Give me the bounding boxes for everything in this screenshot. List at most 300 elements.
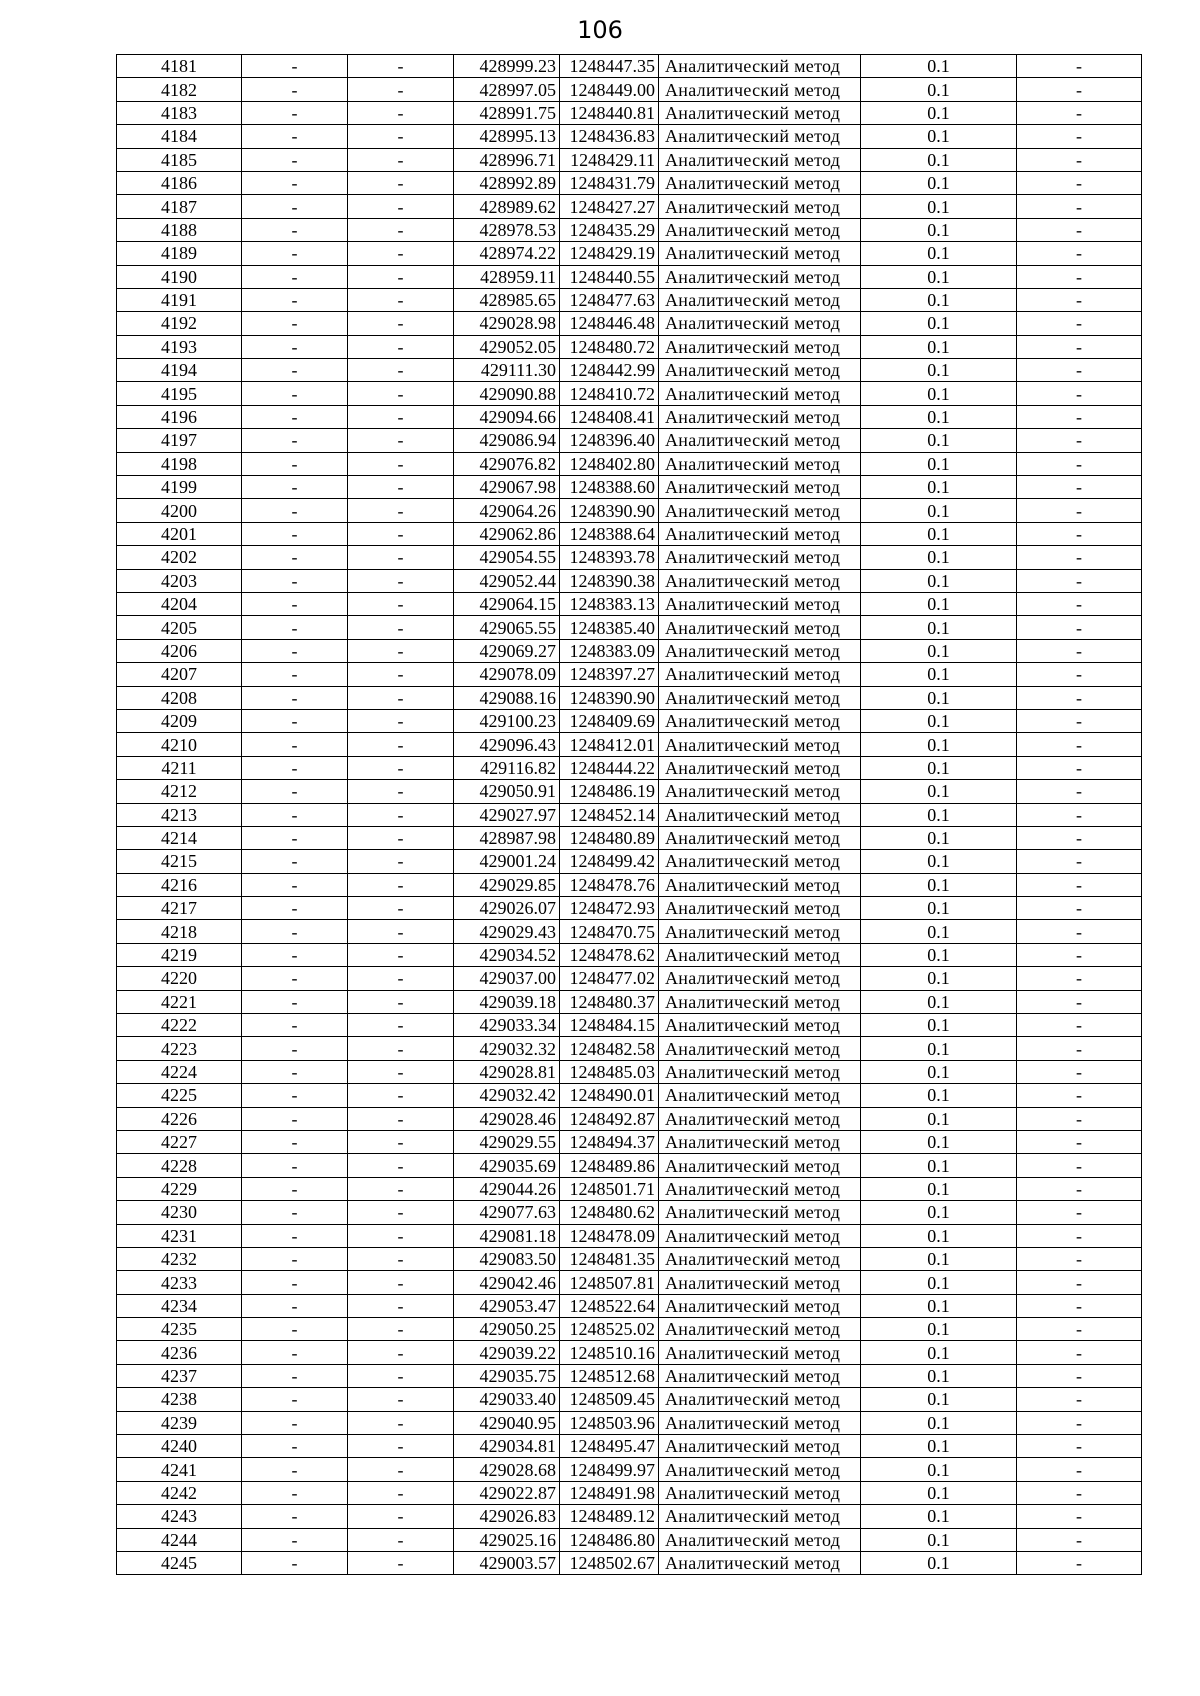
dash-cell-c: - — [1017, 382, 1142, 405]
point-number-cell: 4229 — [117, 1177, 242, 1200]
method-cell: Аналитический метод — [659, 1505, 861, 1528]
x-coordinate-cell: 429053.47 — [454, 1294, 560, 1317]
point-number-cell: 4185 — [117, 148, 242, 171]
point-number-cell: 4240 — [117, 1435, 242, 1458]
y-coordinate-cell: 1248402.80 — [560, 452, 659, 475]
accuracy-cell: 0.1 — [861, 288, 1017, 311]
dash-cell-a: - — [242, 265, 348, 288]
dash-cell-b: - — [348, 218, 454, 241]
y-coordinate-cell: 1248484.15 — [560, 1014, 659, 1037]
method-cell: Аналитический метод — [659, 1247, 861, 1270]
accuracy-cell: 0.1 — [861, 1318, 1017, 1341]
accuracy-cell: 0.1 — [861, 709, 1017, 732]
dash-cell-a: - — [242, 1154, 348, 1177]
dash-cell-b: - — [348, 990, 454, 1013]
dash-cell-a: - — [242, 171, 348, 194]
dash-cell-c: - — [1017, 242, 1142, 265]
dash-cell-c: - — [1017, 897, 1142, 920]
y-coordinate-cell: 1248510.16 — [560, 1341, 659, 1364]
accuracy-cell: 0.1 — [861, 312, 1017, 335]
dash-cell-b: - — [348, 1084, 454, 1107]
dash-cell-c: - — [1017, 1130, 1142, 1153]
dash-cell-b: - — [348, 826, 454, 849]
dash-cell-b: - — [348, 1107, 454, 1130]
x-coordinate-cell: 429052.44 — [454, 569, 560, 592]
dash-cell-b: - — [348, 148, 454, 171]
dash-cell-b: - — [348, 873, 454, 896]
y-coordinate-cell: 1248452.14 — [560, 803, 659, 826]
table-row — [117, 1177, 1142, 1200]
point-number-cell: 4237 — [117, 1364, 242, 1387]
y-coordinate-cell: 1248480.62 — [560, 1201, 659, 1224]
method-cell: Аналитический метод — [659, 1060, 861, 1083]
dash-cell-c: - — [1017, 1224, 1142, 1247]
dash-cell-b: - — [348, 1435, 454, 1458]
dash-cell-b: - — [348, 663, 454, 686]
dash-cell-b: - — [348, 288, 454, 311]
x-coordinate-cell: 429034.81 — [454, 1435, 560, 1458]
x-coordinate-cell: 429111.30 — [454, 359, 560, 382]
dash-cell-c: - — [1017, 850, 1142, 873]
point-number-cell: 4212 — [117, 780, 242, 803]
coordinates-table — [116, 54, 1142, 1575]
x-coordinate-cell: 429027.97 — [454, 803, 560, 826]
accuracy-cell: 0.1 — [861, 1435, 1017, 1458]
y-coordinate-cell: 1248503.96 — [560, 1411, 659, 1434]
method-cell: Аналитический метод — [659, 1177, 861, 1200]
dash-cell-b: - — [348, 686, 454, 709]
dash-cell-c: - — [1017, 709, 1142, 732]
dash-cell-b: - — [348, 359, 454, 382]
x-coordinate-cell: 428992.89 — [454, 171, 560, 194]
dash-cell-a: - — [242, 1130, 348, 1153]
point-number-cell: 4221 — [117, 990, 242, 1013]
method-cell: Аналитический метод — [659, 1130, 861, 1153]
dash-cell-b: - — [348, 546, 454, 569]
x-coordinate-cell: 429094.66 — [454, 405, 560, 428]
table-row — [117, 1014, 1142, 1037]
accuracy-cell: 0.1 — [861, 265, 1017, 288]
point-number-cell: 4225 — [117, 1084, 242, 1107]
dash-cell-a: - — [242, 288, 348, 311]
accuracy-cell: 0.1 — [861, 1014, 1017, 1037]
point-number-cell: 4242 — [117, 1481, 242, 1504]
table-row — [117, 101, 1142, 124]
accuracy-cell: 0.1 — [861, 171, 1017, 194]
x-coordinate-cell: 429054.55 — [454, 546, 560, 569]
dash-cell-c: - — [1017, 780, 1142, 803]
table-row — [117, 1341, 1142, 1364]
table-row — [117, 499, 1142, 522]
dash-cell-a: - — [242, 1435, 348, 1458]
method-cell: Аналитический метод — [659, 1037, 861, 1060]
method-cell: Аналитический метод — [659, 429, 861, 452]
y-coordinate-cell: 1248390.90 — [560, 686, 659, 709]
y-coordinate-cell: 1248408.41 — [560, 405, 659, 428]
dash-cell-a: - — [242, 616, 348, 639]
dash-cell-a: - — [242, 1224, 348, 1247]
dash-cell-a: - — [242, 733, 348, 756]
dash-cell-c: - — [1017, 1107, 1142, 1130]
dash-cell-b: - — [348, 242, 454, 265]
accuracy-cell: 0.1 — [861, 55, 1017, 78]
dash-cell-b: - — [348, 429, 454, 452]
table-row — [117, 1107, 1142, 1130]
dash-cell-b: - — [348, 639, 454, 662]
accuracy-cell: 0.1 — [861, 382, 1017, 405]
point-number-cell: 4211 — [117, 756, 242, 779]
method-cell: Аналитический метод — [659, 639, 861, 662]
accuracy-cell: 0.1 — [861, 452, 1017, 475]
method-cell: Аналитический метод — [659, 663, 861, 686]
dash-cell-b: - — [348, 1201, 454, 1224]
point-number-cell: 4231 — [117, 1224, 242, 1247]
dash-cell-c: - — [1017, 592, 1142, 615]
dash-cell-b: - — [348, 1294, 454, 1317]
accuracy-cell: 0.1 — [861, 1458, 1017, 1481]
dash-cell-c: - — [1017, 1458, 1142, 1481]
dash-cell-b: - — [348, 265, 454, 288]
y-coordinate-cell: 1248499.42 — [560, 850, 659, 873]
x-coordinate-cell: 429026.83 — [454, 1505, 560, 1528]
x-coordinate-cell: 429090.88 — [454, 382, 560, 405]
point-number-cell: 4203 — [117, 569, 242, 592]
method-cell: Аналитический метод — [659, 288, 861, 311]
method-cell: Аналитический метод — [659, 55, 861, 78]
dash-cell-b: - — [348, 195, 454, 218]
table-row — [117, 1154, 1142, 1177]
accuracy-cell: 0.1 — [861, 780, 1017, 803]
y-coordinate-cell: 1248447.35 — [560, 55, 659, 78]
y-coordinate-cell: 1248390.90 — [560, 499, 659, 522]
accuracy-cell: 0.1 — [861, 897, 1017, 920]
table-row — [117, 1201, 1142, 1224]
accuracy-cell: 0.1 — [861, 1037, 1017, 1060]
dash-cell-c: - — [1017, 452, 1142, 475]
dash-cell-b: - — [348, 101, 454, 124]
point-number-cell: 4230 — [117, 1201, 242, 1224]
dash-cell-a: - — [242, 873, 348, 896]
dash-cell-a: - — [242, 967, 348, 990]
accuracy-cell: 0.1 — [861, 920, 1017, 943]
dash-cell-a: - — [242, 546, 348, 569]
x-coordinate-cell: 428999.23 — [454, 55, 560, 78]
dash-cell-c: - — [1017, 218, 1142, 241]
dash-cell-b: - — [348, 897, 454, 920]
method-cell: Аналитический метод — [659, 195, 861, 218]
method-cell: Аналитический метод — [659, 1084, 861, 1107]
accuracy-cell: 0.1 — [861, 1552, 1017, 1575]
dash-cell-b: - — [348, 55, 454, 78]
point-number-cell: 4207 — [117, 663, 242, 686]
accuracy-cell: 0.1 — [861, 1294, 1017, 1317]
accuracy-cell: 0.1 — [861, 78, 1017, 101]
dash-cell-c: - — [1017, 943, 1142, 966]
table-row — [117, 1411, 1142, 1434]
dash-cell-b: - — [348, 1224, 454, 1247]
method-cell: Аналитический метод — [659, 1107, 861, 1130]
table-row — [117, 616, 1142, 639]
x-coordinate-cell: 428996.71 — [454, 148, 560, 171]
accuracy-cell: 0.1 — [861, 1177, 1017, 1200]
point-number-cell: 4183 — [117, 101, 242, 124]
dash-cell-a: - — [242, 1505, 348, 1528]
table-row — [117, 569, 1142, 592]
dash-cell-b: - — [348, 452, 454, 475]
method-cell: Аналитический метод — [659, 920, 861, 943]
accuracy-cell: 0.1 — [861, 803, 1017, 826]
method-cell: Аналитический метод — [659, 265, 861, 288]
dash-cell-b: - — [348, 1458, 454, 1481]
y-coordinate-cell: 1248490.01 — [560, 1084, 659, 1107]
y-coordinate-cell: 1248429.19 — [560, 242, 659, 265]
point-number-cell: 4219 — [117, 943, 242, 966]
table-row — [117, 312, 1142, 335]
y-coordinate-cell: 1248429.11 — [560, 148, 659, 171]
y-coordinate-cell: 1248478.09 — [560, 1224, 659, 1247]
accuracy-cell: 0.1 — [861, 1154, 1017, 1177]
point-number-cell: 4223 — [117, 1037, 242, 1060]
dash-cell-c: - — [1017, 1037, 1142, 1060]
dash-cell-b: - — [348, 780, 454, 803]
dash-cell-a: - — [242, 476, 348, 499]
point-number-cell: 4182 — [117, 78, 242, 101]
accuracy-cell: 0.1 — [861, 125, 1017, 148]
y-coordinate-cell: 1248410.72 — [560, 382, 659, 405]
accuracy-cell: 0.1 — [861, 1364, 1017, 1387]
dash-cell-b: - — [348, 1177, 454, 1200]
dash-cell-b: - — [348, 335, 454, 358]
y-coordinate-cell: 1248446.48 — [560, 312, 659, 335]
method-cell: Аналитический метод — [659, 78, 861, 101]
point-number-cell: 4200 — [117, 499, 242, 522]
table-row — [117, 125, 1142, 148]
page-number: 106 — [577, 16, 623, 44]
y-coordinate-cell: 1248477.02 — [560, 967, 659, 990]
table-row — [117, 335, 1142, 358]
table-row — [117, 546, 1142, 569]
point-number-cell: 4199 — [117, 476, 242, 499]
x-coordinate-cell: 429035.69 — [454, 1154, 560, 1177]
y-coordinate-cell: 1248470.75 — [560, 920, 659, 943]
dash-cell-c: - — [1017, 1341, 1142, 1364]
table-row — [117, 967, 1142, 990]
dash-cell-c: - — [1017, 288, 1142, 311]
accuracy-cell: 0.1 — [861, 1388, 1017, 1411]
dash-cell-c: - — [1017, 1481, 1142, 1504]
y-coordinate-cell: 1248499.97 — [560, 1458, 659, 1481]
point-number-cell: 4194 — [117, 359, 242, 382]
table-row — [117, 382, 1142, 405]
accuracy-cell: 0.1 — [861, 592, 1017, 615]
point-number-cell: 4188 — [117, 218, 242, 241]
x-coordinate-cell: 429065.55 — [454, 616, 560, 639]
y-coordinate-cell: 1248480.72 — [560, 335, 659, 358]
point-number-cell: 4216 — [117, 873, 242, 896]
dash-cell-c: - — [1017, 569, 1142, 592]
table-row — [117, 218, 1142, 241]
dash-cell-c: - — [1017, 265, 1142, 288]
x-coordinate-cell: 429116.82 — [454, 756, 560, 779]
point-number-cell: 4213 — [117, 803, 242, 826]
dash-cell-b: - — [348, 1014, 454, 1037]
x-coordinate-cell: 429067.98 — [454, 476, 560, 499]
table-row — [117, 873, 1142, 896]
dash-cell-a: - — [242, 1014, 348, 1037]
dash-cell-a: - — [242, 359, 348, 382]
dash-cell-c: - — [1017, 195, 1142, 218]
dash-cell-a: - — [242, 125, 348, 148]
x-coordinate-cell: 429033.40 — [454, 1388, 560, 1411]
table-row — [117, 943, 1142, 966]
y-coordinate-cell: 1248397.27 — [560, 663, 659, 686]
x-coordinate-cell: 429076.82 — [454, 452, 560, 475]
x-coordinate-cell: 429034.52 — [454, 943, 560, 966]
dash-cell-c: - — [1017, 1201, 1142, 1224]
point-number-cell: 4243 — [117, 1505, 242, 1528]
point-number-cell: 4226 — [117, 1107, 242, 1130]
point-number-cell: 4204 — [117, 592, 242, 615]
dash-cell-a: - — [242, 920, 348, 943]
point-number-cell: 4232 — [117, 1247, 242, 1270]
method-cell: Аналитический метод — [659, 709, 861, 732]
accuracy-cell: 0.1 — [861, 476, 1017, 499]
dash-cell-c: - — [1017, 1388, 1142, 1411]
x-coordinate-cell: 429029.43 — [454, 920, 560, 943]
accuracy-cell: 0.1 — [861, 148, 1017, 171]
accuracy-cell: 0.1 — [861, 826, 1017, 849]
x-coordinate-cell: 429077.63 — [454, 1201, 560, 1224]
dash-cell-a: - — [242, 1107, 348, 1130]
x-coordinate-cell: 429050.91 — [454, 780, 560, 803]
accuracy-cell: 0.1 — [861, 686, 1017, 709]
dash-cell-a: - — [242, 1060, 348, 1083]
method-cell: Аналитический метод — [659, 1341, 861, 1364]
y-coordinate-cell: 1248489.12 — [560, 1505, 659, 1528]
dash-cell-b: - — [348, 1411, 454, 1434]
y-coordinate-cell: 1248436.83 — [560, 125, 659, 148]
dash-cell-b: - — [348, 405, 454, 428]
x-coordinate-cell: 429025.16 — [454, 1528, 560, 1551]
dash-cell-c: - — [1017, 499, 1142, 522]
method-cell: Аналитический метод — [659, 1224, 861, 1247]
method-cell: Аналитический метод — [659, 803, 861, 826]
dash-cell-c: - — [1017, 1435, 1142, 1458]
dash-cell-a: - — [242, 1271, 348, 1294]
y-coordinate-cell: 1248435.29 — [560, 218, 659, 241]
method-cell: Аналитический метод — [659, 1201, 861, 1224]
table-row — [117, 1364, 1142, 1387]
method-cell: Аналитический метод — [659, 733, 861, 756]
x-coordinate-cell: 429042.46 — [454, 1271, 560, 1294]
point-number-cell: 4187 — [117, 195, 242, 218]
point-number-cell: 4210 — [117, 733, 242, 756]
point-number-cell: 4206 — [117, 639, 242, 662]
x-coordinate-cell: 429032.42 — [454, 1084, 560, 1107]
dash-cell-c: - — [1017, 639, 1142, 662]
method-cell: Аналитический метод — [659, 686, 861, 709]
table-row — [117, 55, 1142, 78]
dash-cell-a: - — [242, 1552, 348, 1575]
point-number-cell: 4224 — [117, 1060, 242, 1083]
dash-cell-c: - — [1017, 1177, 1142, 1200]
dash-cell-a: - — [242, 592, 348, 615]
dash-cell-a: - — [242, 452, 348, 475]
y-coordinate-cell: 1248427.27 — [560, 195, 659, 218]
point-number-cell: 4217 — [117, 897, 242, 920]
accuracy-cell: 0.1 — [861, 990, 1017, 1013]
y-coordinate-cell: 1248501.71 — [560, 1177, 659, 1200]
point-number-cell: 4236 — [117, 1341, 242, 1364]
method-cell: Аналитический метод — [659, 1435, 861, 1458]
point-number-cell: 4218 — [117, 920, 242, 943]
accuracy-cell: 0.1 — [861, 1411, 1017, 1434]
x-coordinate-cell: 429088.16 — [454, 686, 560, 709]
dash-cell-b: - — [348, 1552, 454, 1575]
x-coordinate-cell: 429044.26 — [454, 1177, 560, 1200]
dash-cell-a: - — [242, 1201, 348, 1224]
x-coordinate-cell: 429081.18 — [454, 1224, 560, 1247]
dash-cell-a: - — [242, 569, 348, 592]
x-coordinate-cell: 429028.68 — [454, 1458, 560, 1481]
table-row — [117, 850, 1142, 873]
method-cell: Аналитический метод — [659, 592, 861, 615]
dash-cell-a: - — [242, 312, 348, 335]
accuracy-cell: 0.1 — [861, 522, 1017, 545]
y-coordinate-cell: 1248412.01 — [560, 733, 659, 756]
dash-cell-b: - — [348, 967, 454, 990]
dash-cell-a: - — [242, 499, 348, 522]
dash-cell-a: - — [242, 1318, 348, 1341]
method-cell: Аналитический метод — [659, 850, 861, 873]
y-coordinate-cell: 1248480.37 — [560, 990, 659, 1013]
table-row — [117, 148, 1142, 171]
accuracy-cell: 0.1 — [861, 1224, 1017, 1247]
method-cell: Аналитический метод — [659, 382, 861, 405]
accuracy-cell: 0.1 — [861, 335, 1017, 358]
y-coordinate-cell: 1248486.19 — [560, 780, 659, 803]
table-row — [117, 1528, 1142, 1551]
table-row — [117, 1458, 1142, 1481]
x-coordinate-cell: 429052.05 — [454, 335, 560, 358]
dash-cell-b: - — [348, 850, 454, 873]
x-coordinate-cell: 429003.57 — [454, 1552, 560, 1575]
point-number-cell: 4197 — [117, 429, 242, 452]
dash-cell-c: - — [1017, 990, 1142, 1013]
dash-cell-c: - — [1017, 1505, 1142, 1528]
y-coordinate-cell: 1248383.09 — [560, 639, 659, 662]
point-number-cell: 4202 — [117, 546, 242, 569]
table-row — [117, 803, 1142, 826]
x-coordinate-cell: 429100.23 — [454, 709, 560, 732]
dash-cell-b: - — [348, 803, 454, 826]
y-coordinate-cell: 1248478.76 — [560, 873, 659, 896]
dash-cell-a: - — [242, 780, 348, 803]
table-row — [117, 897, 1142, 920]
y-coordinate-cell: 1248388.64 — [560, 522, 659, 545]
dash-cell-b: - — [348, 1130, 454, 1153]
accuracy-cell: 0.1 — [861, 429, 1017, 452]
method-cell: Аналитический метод — [659, 546, 861, 569]
x-coordinate-cell: 428991.75 — [454, 101, 560, 124]
table-row — [117, 1247, 1142, 1270]
dash-cell-b: - — [348, 1341, 454, 1364]
x-coordinate-cell: 428997.05 — [454, 78, 560, 101]
x-coordinate-cell: 429001.24 — [454, 850, 560, 873]
dash-cell-c: - — [1017, 78, 1142, 101]
point-number-cell: 4186 — [117, 171, 242, 194]
x-coordinate-cell: 428978.53 — [454, 218, 560, 241]
